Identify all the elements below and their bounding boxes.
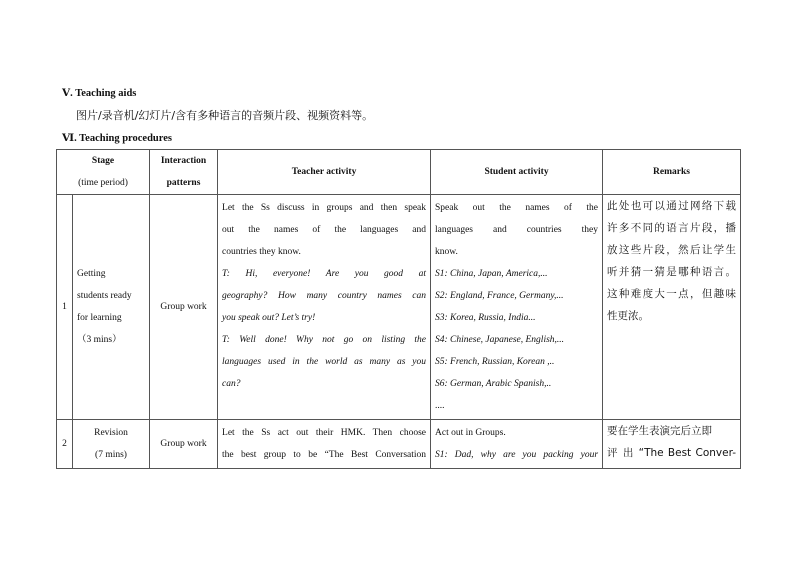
text-line: you speak out? Let’s try!	[222, 313, 316, 323]
remarks-cell	[603, 195, 741, 420]
text-line: Revision	[94, 428, 128, 438]
text-line: languages and countries they	[435, 225, 599, 235]
student-activity-cell	[431, 420, 603, 469]
text-line: the best group to be “The Best Conversation	[222, 450, 427, 460]
remarks-cell	[603, 420, 741, 469]
text-line: S5: French, Russian, Korean ,..	[435, 357, 555, 367]
header-student: Student activity	[431, 150, 603, 195]
interaction-cell: Group work	[150, 420, 218, 469]
text-line: （3 mins）	[77, 335, 122, 345]
text-line: 这种难度大一点，但趣味	[607, 288, 737, 300]
text-line: Getting	[77, 269, 106, 279]
stage-cell	[73, 195, 150, 420]
text-line: know.	[435, 247, 458, 257]
text-line: S3: Korea, Russia, India...	[435, 313, 536, 323]
row-number: 2	[57, 420, 73, 469]
teaching-aids-text: 图片/录音机/幻灯片/含有多种语言的音频片段、视频资料等。	[76, 109, 374, 122]
text-line: 此处也可以通过网络下载	[607, 200, 737, 212]
text-line: Act out in Groups.	[435, 428, 506, 438]
stage-cell	[73, 420, 150, 469]
teacher-activity-cell	[218, 420, 431, 469]
header-interaction-label: Interaction	[160, 156, 207, 166]
text-line: 要在学生表演完后立即	[607, 425, 713, 437]
table-row	[57, 195, 741, 420]
teaching-aids-heading: Ⅴ. Teaching aids	[62, 88, 137, 99]
text-line: can?	[222, 379, 241, 389]
text-line: ....	[435, 401, 445, 411]
text-line: Let the Ss act out their HMK. Then choose	[222, 428, 427, 438]
text-line: students ready	[77, 291, 132, 301]
header-remarks: Remarks	[603, 150, 741, 195]
text-line: S4: Chinese, Japanese, English,...	[435, 335, 565, 345]
table-header-row	[57, 150, 741, 195]
header-interaction	[150, 150, 218, 195]
text-line: countries they know.	[222, 247, 301, 257]
row-number: 1	[57, 195, 73, 420]
text-line: 性更浓。	[607, 310, 650, 322]
teaching-procedures-table	[56, 149, 741, 469]
text-line: T: Hi, everyone! Are you good at	[222, 269, 427, 279]
header-stage-sub: (time period)	[78, 178, 128, 188]
student-activity-cell	[431, 195, 603, 420]
text-line: geography? How many country names can	[222, 291, 427, 301]
text-line: Speak out the names of the	[435, 203, 599, 213]
teacher-activity-cell	[218, 195, 431, 420]
text-line: 放这些片段，然后让学生	[607, 244, 737, 256]
text-line: S1: China, Japan, America,...	[435, 269, 548, 279]
text-line: 许多不同的语言片段，播	[607, 222, 737, 234]
text-line: T: Well done! Why not go on listing the	[222, 335, 427, 345]
text-line: Let the Ss discuss in groups and then speak	[222, 203, 427, 213]
header-stage-label: Stage	[91, 156, 115, 166]
text-line: for learning	[77, 313, 122, 323]
teaching-procedures-heading: Ⅵ. Teaching procedures	[62, 133, 172, 144]
text-line: 评 出 “The Best Conver-	[607, 447, 737, 459]
text-line: languages used in the world as many as you	[222, 357, 427, 367]
text-line: S1: Dad, why are you packing your	[435, 450, 599, 460]
header-teacher: Teacher activity	[218, 150, 431, 195]
header-stage	[57, 150, 150, 195]
table-row	[57, 420, 741, 469]
text-line: S6: German, Arabic Spanish,..	[435, 379, 552, 389]
header-interaction-sub: patterns	[166, 178, 201, 188]
text-line: 听并猜一猜是哪种语言。	[607, 266, 737, 278]
text-line: S2: England, France, Germany,...	[435, 291, 564, 301]
interaction-cell: Group work	[150, 195, 218, 420]
text-line: (7 mins)	[95, 450, 127, 460]
text-line: out the names of the languages and	[222, 225, 427, 235]
